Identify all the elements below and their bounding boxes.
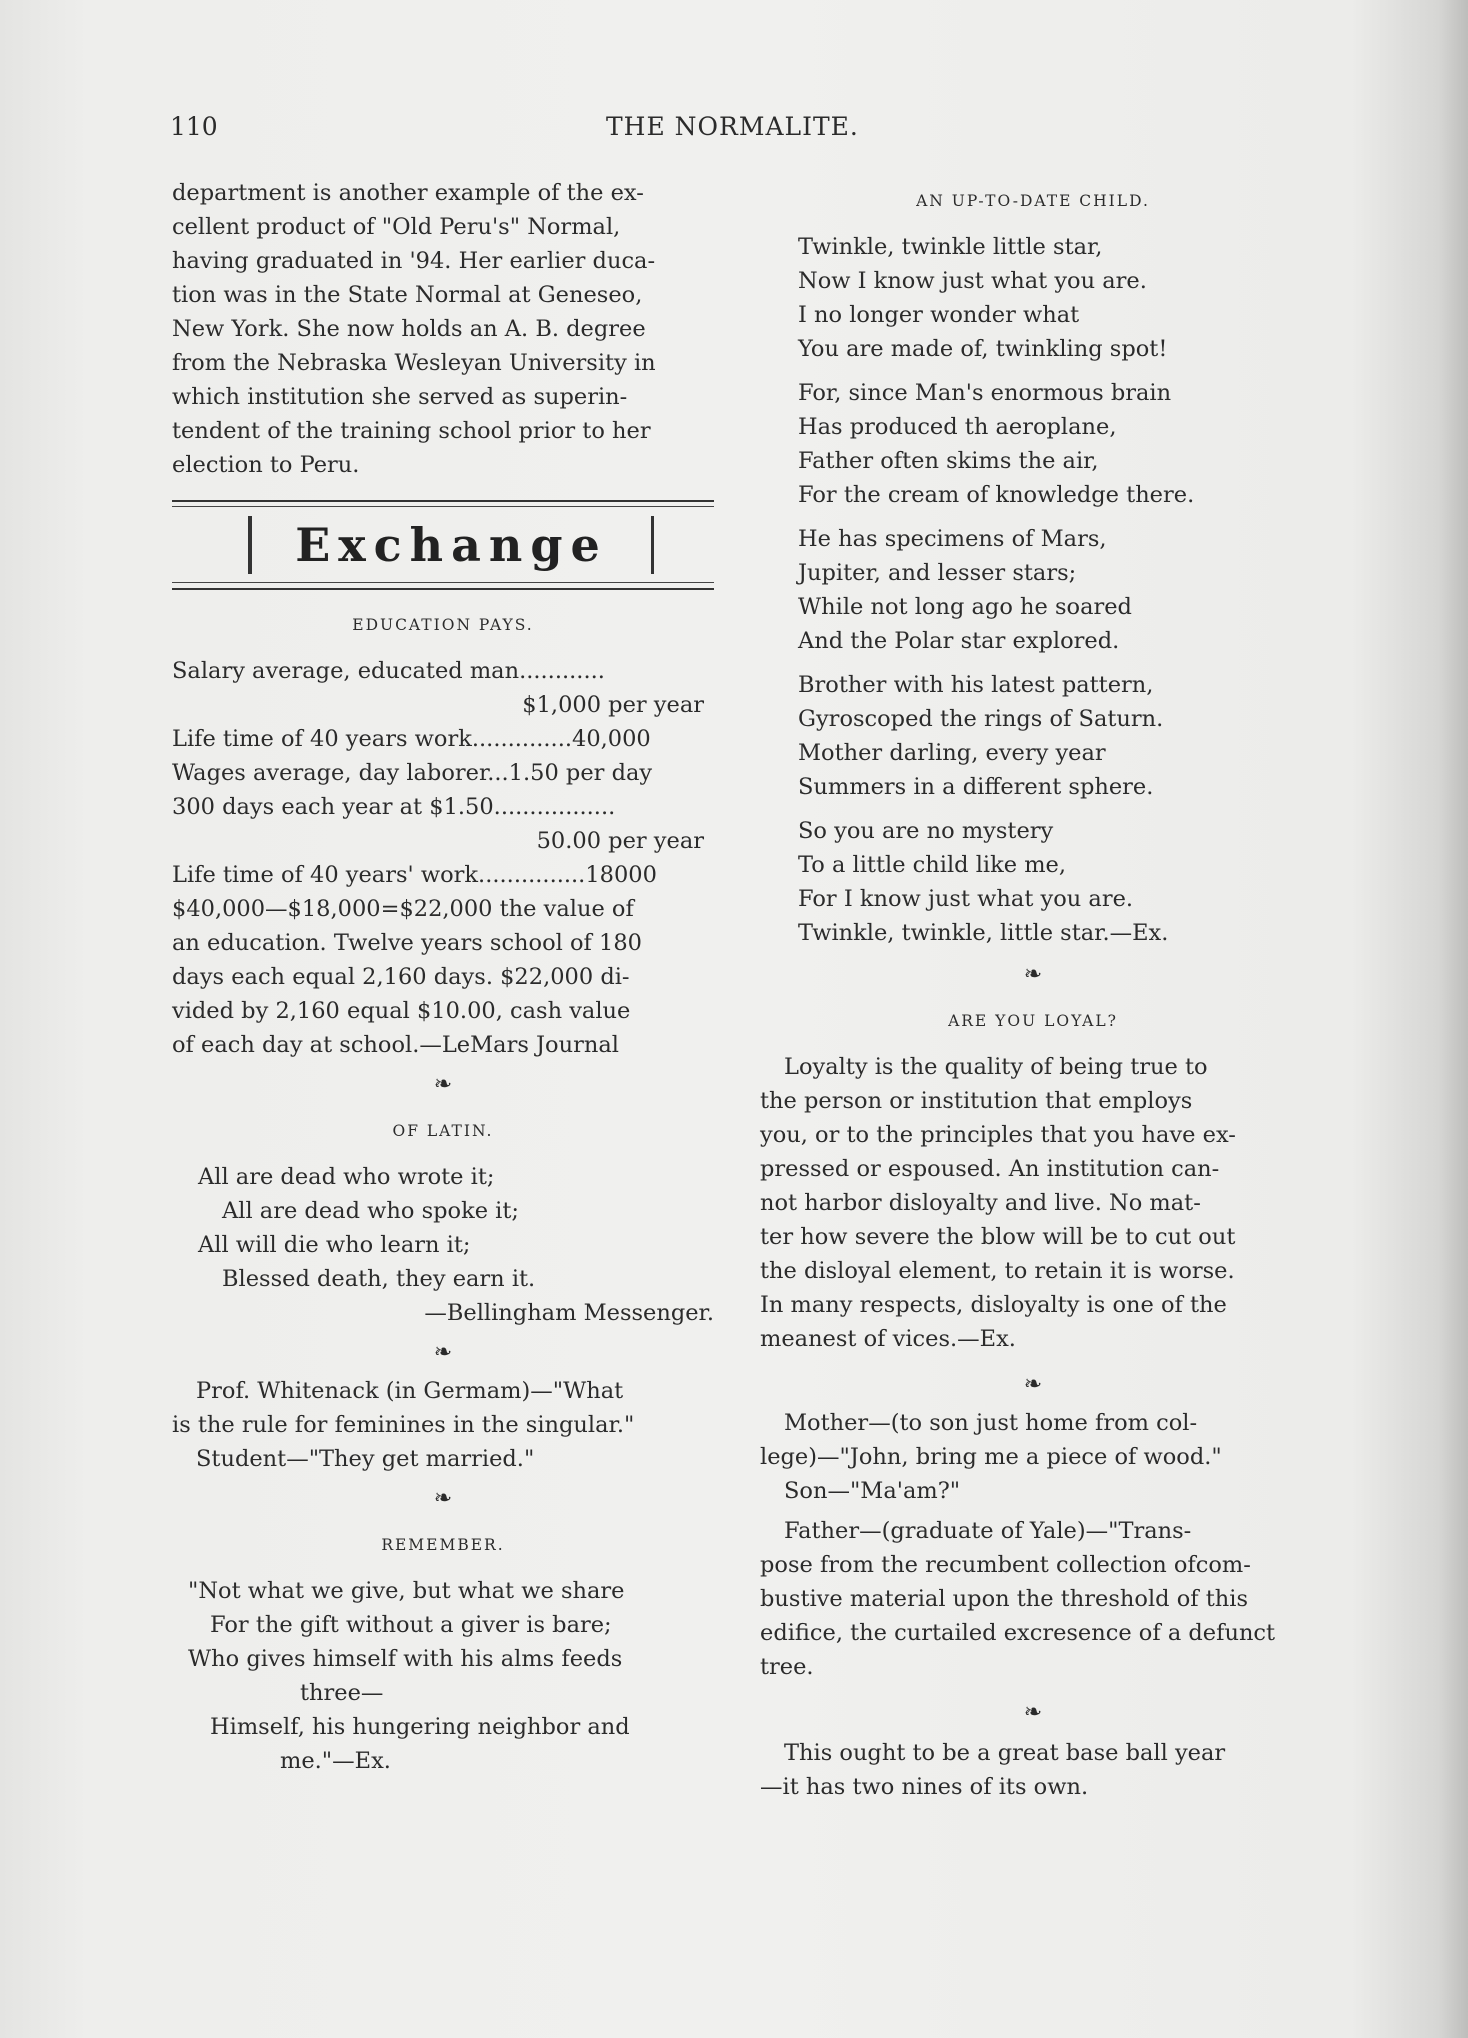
- text-line: meanest of vices.—Ex.: [760, 1326, 1016, 1352]
- section-title: ARE YOU LOYAL?: [948, 1012, 1118, 1030]
- text-line: an education. Twelve years school of 180: [172, 930, 642, 956]
- text-line: having graduated in '94. Her earlier duca-: [172, 248, 656, 274]
- text-line: not harbor disloyalty and live. No mat-: [760, 1190, 1201, 1216]
- text-line: Prof. Whitenack (in Germam)—"What: [196, 1378, 624, 1404]
- text-line: department is another example of the ex-: [172, 180, 644, 206]
- text-line: This ought to be a great base ball year: [784, 1740, 1226, 1766]
- banner-rule-bottom-thin: [172, 582, 714, 583]
- stanza: [798, 814, 1306, 950]
- left-column: [172, 176, 714, 1778]
- text-line: from the Nebraska Wesleyan University in: [172, 350, 656, 376]
- verse-line: Blessed death, they earn it.: [222, 1266, 536, 1292]
- education-pays-block: [172, 654, 714, 1062]
- text-line: —it has two nines of its own.: [760, 1774, 1089, 1800]
- verse-line: For, since Man's enormous brain: [798, 380, 1172, 406]
- remember-poem: [172, 1574, 714, 1778]
- verse-line: All will die who learn it;: [198, 1232, 471, 1258]
- verse-line: All are dead who spoke it;: [222, 1198, 519, 1224]
- banner-box: [248, 516, 654, 574]
- stanza: [798, 668, 1306, 804]
- verse-line: For the gift without a giver is bare;: [210, 1612, 612, 1638]
- fleuron-icon: ❧: [433, 1340, 453, 1365]
- verse-line: Brother with his latest pattern,: [798, 672, 1154, 698]
- verse-line: He has specimens of Mars,: [798, 526, 1107, 552]
- wood-anecdote: [760, 1406, 1306, 1684]
- credit-line: —Bellingham Messenger.: [424, 1300, 714, 1326]
- text-line: Mother—(to son just home from col-: [784, 1410, 1198, 1436]
- verse-line: Now I know just what you are.: [798, 268, 1147, 294]
- banner-rule-top-thin: [172, 506, 714, 507]
- text-line: New York. She now holds an A. B. degree: [172, 316, 646, 342]
- text-line: which institution she served as superin-: [172, 384, 628, 410]
- verse-line: Gyroscoped the rings of Saturn.: [798, 706, 1164, 732]
- text-line: edifice, the curtailed excresence of a defunct: [760, 1620, 1276, 1646]
- verse-line: For I know just what you are.: [798, 886, 1134, 912]
- text-line: ter how severe the blow will be to cut out: [760, 1224, 1236, 1250]
- text-line: Wages average, day laborer...1.50 per day: [172, 760, 653, 786]
- fleuron-icon: ❧: [1023, 962, 1043, 987]
- verse-line: Mother darling, every year: [798, 740, 1106, 766]
- text-line: Student—"They get married.": [196, 1446, 535, 1472]
- banner-rule-top: [172, 500, 714, 502]
- text-line: vided by 2,160 equal $10.00, cash value: [172, 998, 631, 1024]
- text-line: bustive material upon the threshold of this: [760, 1586, 1249, 1612]
- text-line: election to Peru.: [172, 452, 360, 478]
- verse-line: Father often skims the air,: [798, 448, 1099, 474]
- text-line: 300 days each year at $1.50.................: [172, 794, 616, 820]
- verse-line: Twinkle, twinkle, little star.—Ex.: [798, 920, 1169, 946]
- verse-line: You are made of, twinkling spot!: [798, 336, 1168, 362]
- text-line: Life time of 40 years' work...............18000: [172, 862, 657, 888]
- text-line: Life time of 40 years work..............40,000: [172, 726, 651, 752]
- verse-line: Has produced th aeroplane,: [798, 414, 1117, 440]
- text-line: Son—"Ma'am?": [784, 1478, 961, 1504]
- text-line: tendent of the training school prior to her: [172, 418, 651, 444]
- text-line: the person or institution that employs: [760, 1088, 1193, 1114]
- text-line: In many respects, disloyalty is one of the: [760, 1292, 1227, 1318]
- verse-line: To a little child like me,: [798, 852, 1067, 878]
- text-line: pose from the recumbent collection ofcom-: [760, 1552, 1251, 1578]
- stanza: [798, 230, 1306, 366]
- latin-poem: [172, 1160, 714, 1330]
- baseball-note: [760, 1736, 1306, 1804]
- section-title: REMEMBER.: [381, 1536, 505, 1554]
- verse-line: All are dead who wrote it;: [198, 1164, 495, 1190]
- text-line: $1,000 per year: [522, 692, 704, 718]
- section-title: OF LATIN.: [392, 1122, 494, 1140]
- fleuron-icon: ❧: [1023, 1700, 1043, 1725]
- text-line: tion was in the State Normal at Geneseo,: [172, 282, 643, 308]
- banner-rule-bottom: [172, 588, 714, 590]
- text-line: the disloyal element, to retain it is worse.: [760, 1258, 1235, 1284]
- exchange-banner: [172, 500, 714, 590]
- text-line: 50.00 per year: [536, 828, 704, 854]
- up-to-date-child-poem: [760, 230, 1306, 950]
- verse-line: While not long ago he soared: [798, 594, 1132, 620]
- intro-paragraph: [172, 176, 714, 482]
- text-line: pressed or espoused. An institution can-: [760, 1156, 1220, 1182]
- exchange-heading: Exchange: [295, 518, 608, 572]
- verse-line: So you are no mystery: [798, 818, 1054, 844]
- fleuron-icon: ❧: [433, 1486, 453, 1511]
- page-number: 110: [170, 112, 218, 141]
- text-line: days each equal 2,160 days. $22,000 di-: [172, 964, 630, 990]
- verse-line: three—: [300, 1680, 384, 1706]
- verse-line: Summers in a different sphere.: [798, 774, 1154, 800]
- text-line: is the rule for feminines in the singular.": [172, 1412, 635, 1438]
- verse-line: I no longer wonder what: [798, 302, 1080, 328]
- whitenack-anecdote: [172, 1374, 714, 1476]
- journal-title: THE NORMALITE.: [606, 112, 859, 141]
- section-title: EDUCATION PAYS.: [352, 616, 534, 634]
- fleuron-icon: ❧: [1023, 1372, 1043, 1397]
- text-line: Salary average, educated man............: [172, 658, 605, 684]
- verse-line: And the Polar star explored.: [798, 628, 1120, 654]
- text-line: tree.: [760, 1654, 814, 1680]
- text-line: Father—(graduate of Yale)—"Trans-: [784, 1518, 1192, 1544]
- text-line: $40,000—$18,000=$22,000 the value of: [172, 896, 634, 922]
- text-line: Loyalty is the quality of being true to: [784, 1054, 1208, 1080]
- verse-line: Jupiter, and lesser stars;: [798, 560, 1077, 586]
- fleuron-icon: ❧: [433, 1072, 453, 1097]
- text-line: lege)—"John, bring me a piece of wood.": [760, 1444, 1222, 1470]
- text-line: cellent product of "Old Peru's" Normal,: [172, 214, 621, 240]
- text-line: you, or to the principles that you have ex-: [760, 1122, 1236, 1148]
- page-header: [170, 112, 1310, 152]
- section-title: AN UP-TO-DATE CHILD.: [916, 192, 1150, 210]
- are-you-loyal-paragraph: [760, 1050, 1306, 1356]
- verse-line: "Not what we give, but what we share: [188, 1578, 625, 1604]
- text-line: of each day at school.—LeMars Journal: [172, 1032, 619, 1058]
- right-column: [760, 176, 1306, 1804]
- stanza: [798, 376, 1306, 512]
- verse-line: For the cream of knowledge there.: [798, 482, 1195, 508]
- verse-line: Himself, his hungering neighbor and: [210, 1714, 630, 1740]
- verse-line: me."—Ex.: [280, 1748, 391, 1774]
- verse-line: Who gives himself with his alms feeds: [188, 1646, 623, 1672]
- verse-line: Twinkle, twinkle little star,: [798, 234, 1103, 260]
- stanza: [798, 522, 1306, 658]
